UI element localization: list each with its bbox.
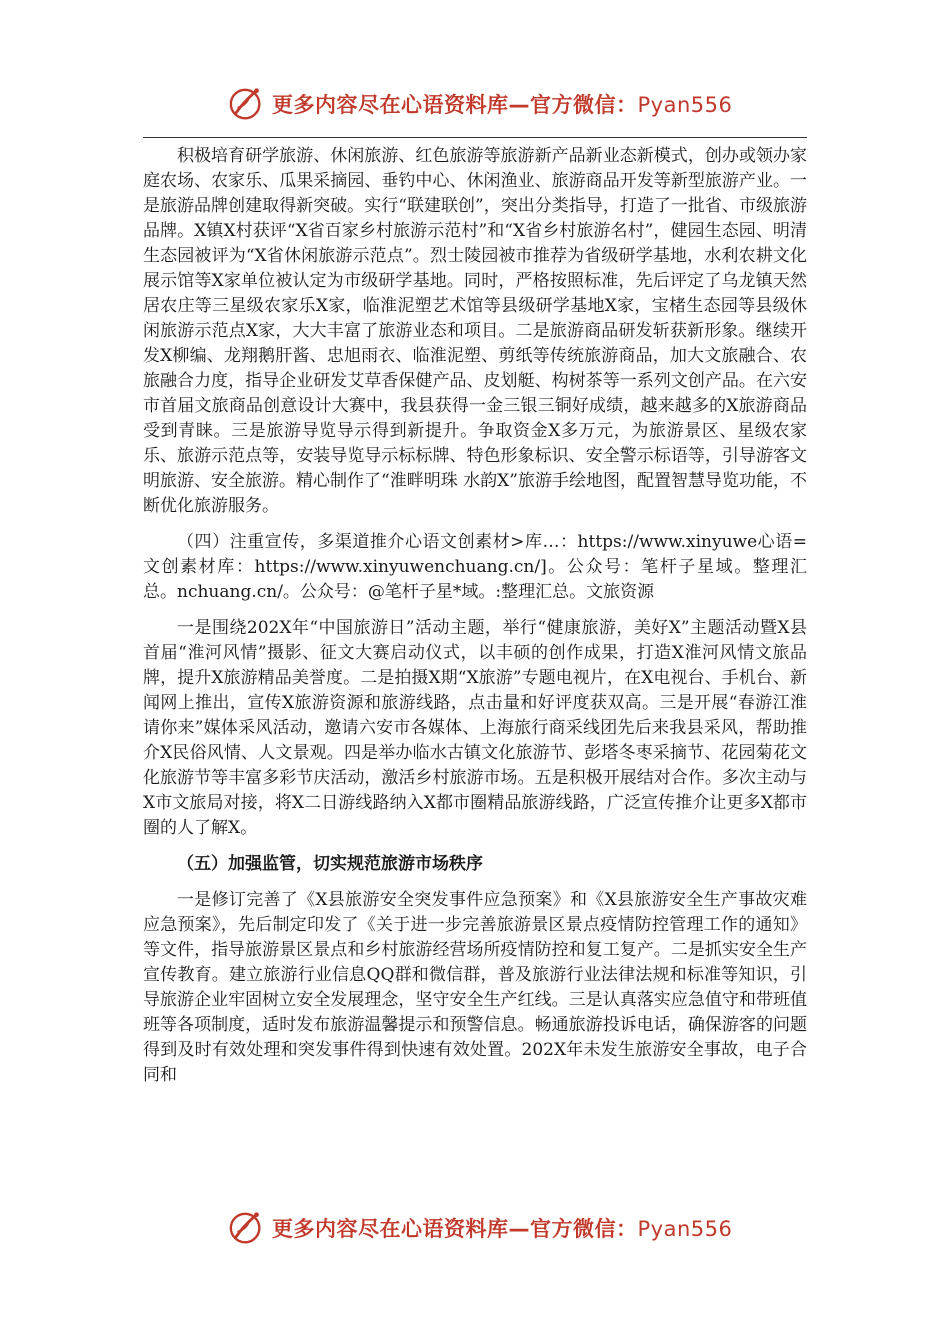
paragraph-supervision: 一是修订完善了《X县旅游安全突发事件应急预案》和《X县旅游安全生产事故灾难应急预案》，先后制定印发了《关于进一步完善旅游景区景点疫情防控管理工作的通知》等文件，指导旅游景区景点和乡村旅游经营场所疫情防控和复工复产。二是抓实安全生产宣传教育。建立旅游行业信息QQ群和微信群，普及旅游行业法律法规和标准等知识，引导旅游企业牢固树立安全发展理念，坚守安全生产红线。三是认真落实应急值守和带班值班等各项制度，适时发布旅游温馨提示和预警信息。畅通旅游投诉电话，确保游客的问题得到及时有效处理和突发事件得到快速有效处置。202X年未发生旅游安全事故，电子合同和: [143, 890, 807, 1085]
paragraph-promotion: 一是围绕202X年“中国旅游日”活动主题，举行“健康旅游，美好X”主题活动暨X县首届“淮河风情”摄影、征文大赛启动仪式，以丰硕的创作成果，打造X淮河风情文旅品牌，提升X旅游精品美誉度。二是拍摄X期“X旅游”专题电视片，在X电视台、手机台、新闻网上推出，宣传X旅游资源和旅游线路，点击量和好评度获双高。三是开展“春游江淮请你来”媒体采风活动，邀请六安市各媒体、上海旅行商采线团先后来我县采风，帮助推介X民俗风情、人文景观。四是举办临水古镇文化旅游节、彭塔冬枣采摘节、花园菊花文化旅游节等丰富多彩节庆活动，激活乡村旅游市场。五是积极开展结对合作。多次主动与X市文旅局对接，将X二日游线路纳入X都市圈精品旅游线路，广泛宣传推介让更多X都市圈的人了解X。: [143, 618, 807, 838]
header-banner: [228, 82, 748, 126]
footer-wechat-id: Pyan556: [637, 1217, 733, 1241]
brush-logo-icon: [228, 85, 266, 123]
header-wechat-id: Pyan556: [637, 93, 733, 117]
section-5-heading: （五）加强监管，切实规范旅游市场秩序: [177, 854, 483, 874]
paragraph-tourism-products: 积极培育研学旅游、休闲旅游、红色旅游等旅游新产品新业态新模式，创办或领办家庭农场、农家乐、瓜果采摘园、垂钓中心、休闲渔业、旅游商品开发等新型旅游产业。一是旅游品牌创建取得新突破。实行“联建联创”，突出分类指导，打造了一批省、市级旅游品牌。X镇X村获评“X省百家乡村旅游示范村”和“X省乡村旅游名村”，健园生态园、明清生态园被评为“X省休闲旅游示范点”。烈士陵园被市推荐为省级研学基地，水利农耕文化展示馆等X家单位被认定为市级研学基地。同时，严格按照标准，先后评定了乌龙镇天然居农庄等三星级农家乐X家，临淮泥塑艺术馆等县级研学基地X家，宝楮生态园等县级休闲旅游示范点X家，大大丰富了旅游业态和项目。二是旅游商品研发斩获新形象。继续开发X柳编、龙翔鹅肝酱、忠旭雨衣、临淮泥塑、剪纸等传统旅游商品，加大文旅融合、农旅融合力度，指导企业研发艾草香保健产品、皮划艇、构树茶等一系列文创产品。在六安市首届文旅商品创意设计大赛中，我县获得一金三银三铜好成绩，越来越多的X旅游商品受到青睐。三是旅游导览导示得到新提升。争取资金X多万元，为旅游景区、星级农家乐、旅游示范点等，安装导览导示标标牌、特色形象标识、安全警示标语等，引导游客文明旅游、安全旅游。精心制作了“淮畔明珠 水韵X”旅游手绘地图，配置智慧导览功能，不断优化旅游服务。: [143, 146, 807, 516]
paragraph-section-4-heading: （四）注重宣传，多渠道推介心语文创素材>库…：https://www.xinyuwe心语=文创素材库：https://www.xinyuwenchuang.cn/]。公众号：笔杆子星域。整理汇总。nchuang.cn/。公众号：@笔杆子星*域。:整理汇总。文旅资源: [143, 532, 807, 602]
footer-banner: [228, 1206, 748, 1250]
document-body: [143, 144, 807, 1088]
header-divider: [143, 137, 807, 138]
header-banner-text: 更多内容尽在心语资料库—官方微信：Pyan556: [272, 93, 733, 117]
brush-logo-icon: [228, 1209, 266, 1247]
footer-banner-text: 更多内容尽在心语资料库—官方微信：Pyan556: [272, 1217, 733, 1241]
